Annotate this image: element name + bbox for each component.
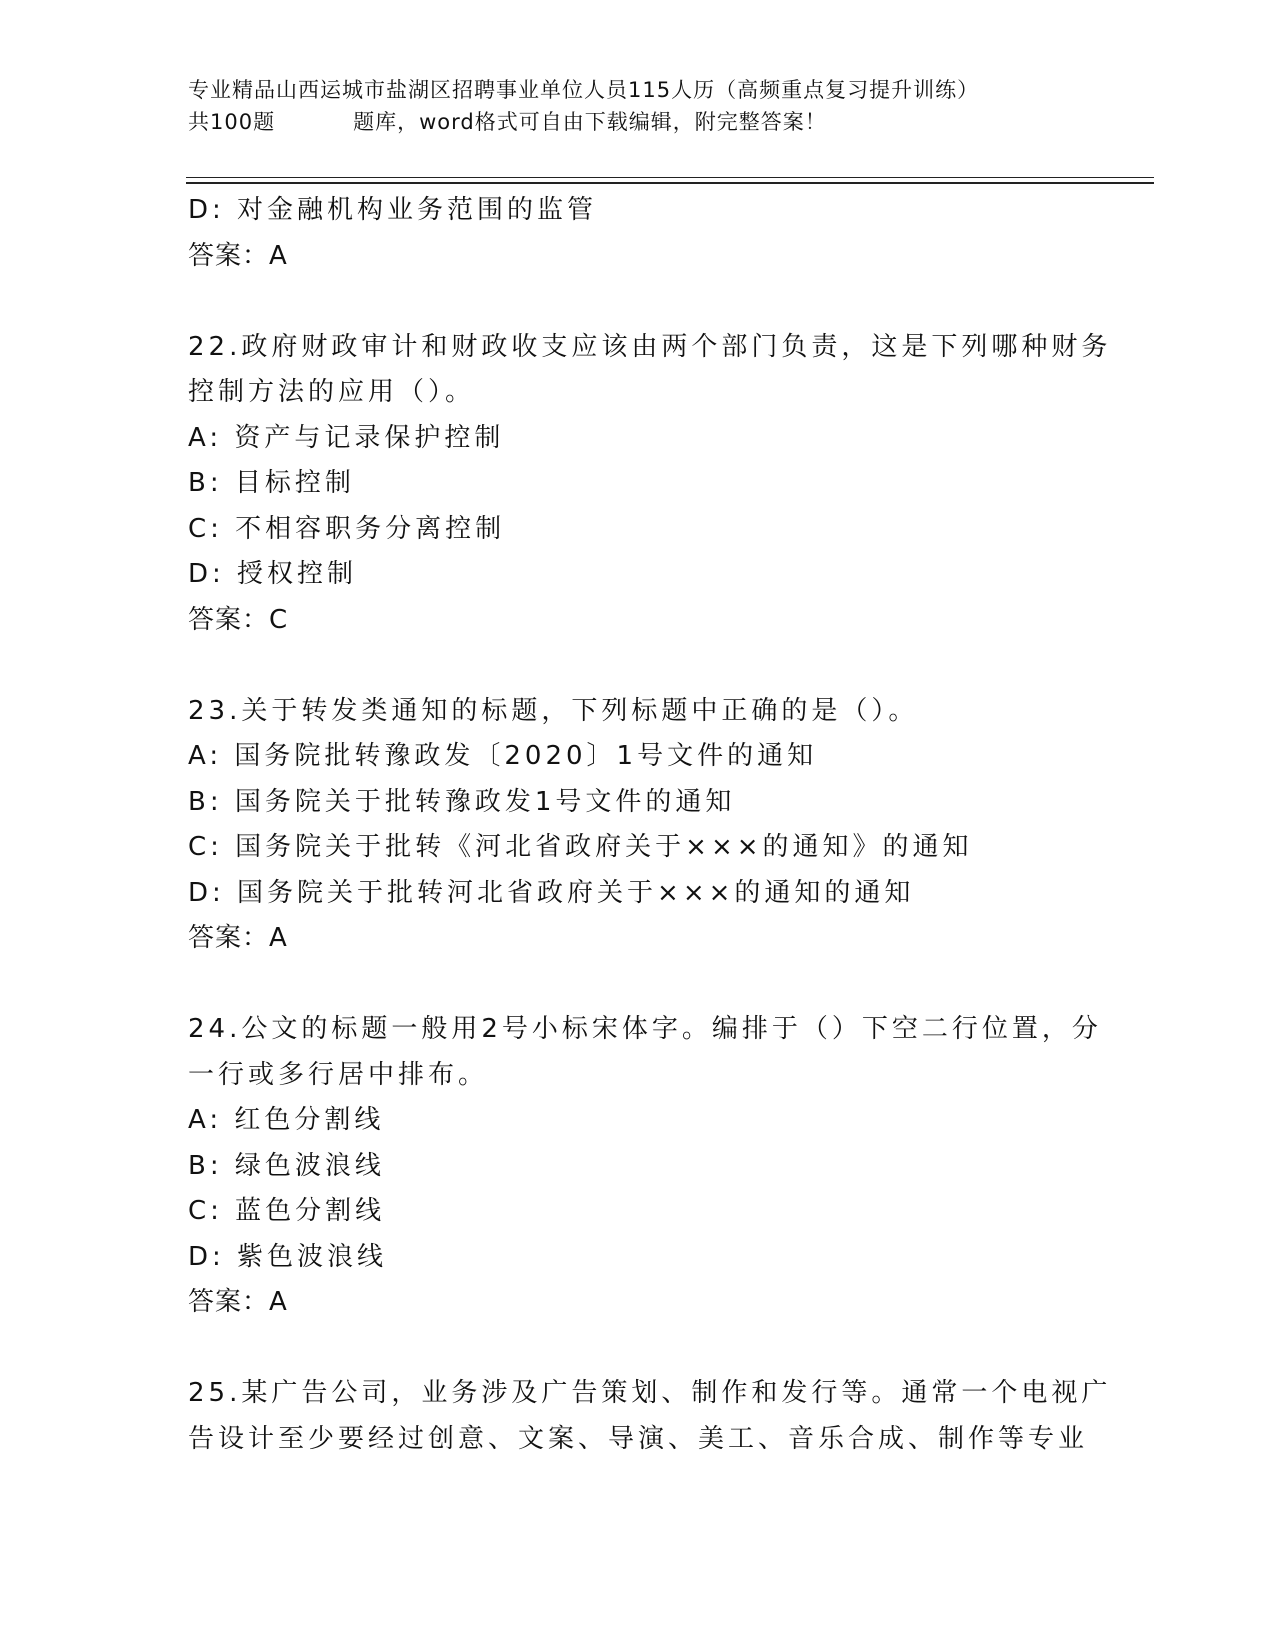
spacer — [188, 1326, 1088, 1372]
page-header — [188, 74, 1088, 138]
prev-question-option-d: D: 对金融机构业务范围的监管 — [188, 195, 598, 225]
question-24 — [188, 1007, 1102, 1326]
question-list — [188, 188, 1112, 1462]
spacer — [188, 279, 1088, 325]
header-description: 题库，word格式可自由下载编辑，附完整答案！ — [353, 110, 827, 134]
option-a: A: 资产与记录保护控制 — [188, 422, 505, 453]
header-divider-thick — [186, 182, 1154, 184]
question-stem: 23.关于转发类通知的标题，下列标题中正确的是（）。 — [188, 695, 919, 726]
question-stem: 25.某广告公司，业务涉及广告策划、制作和发行等。通常一个电视广 — [188, 1378, 1112, 1408]
option-a: A: 国务院批转豫政发〔2020〕1号文件的通知 — [188, 741, 818, 771]
option-d: D: 紫色波浪线 — [188, 1241, 388, 1272]
answer: 答案：A — [188, 923, 288, 953]
question-stem-cont: 告设计至少要经过创意、文案、导演、美工、音乐合成、制作等专业 — [188, 1423, 1089, 1454]
header-title-line: 专业精品山西运城市盐湖区招聘事业单位人员115人历（高频重点复习提升训练） — [188, 78, 980, 102]
header-divider-thin — [186, 177, 1154, 178]
option-b: B: 绿色波浪线 — [188, 1150, 385, 1181]
header-question-count: 共100题 — [188, 110, 276, 134]
question-stem-cont: 一行或多行居中排布。 — [188, 1059, 489, 1090]
option-c: C: 不相容职务分离控制 — [188, 513, 506, 544]
answer: 答案：A — [188, 1287, 288, 1317]
question-22 — [188, 325, 1112, 644]
option-b: B: 国务院关于批转豫政发1号文件的通知 — [188, 786, 736, 817]
option-a: A: 红色分割线 — [188, 1105, 385, 1135]
question-stem-cont: 控制方法的应用（）。 — [188, 377, 476, 407]
option-d: D: 授权控制 — [188, 559, 358, 589]
option-d: D: 国务院关于批转河北省政府关于×××的通知的通知 — [188, 877, 915, 908]
option-c: C: 国务院关于批转《河北省政府关于×××的通知》的通知 — [188, 832, 973, 862]
prev-question-answer: 答案：A — [188, 240, 288, 271]
spacer — [188, 643, 1088, 689]
answer: 答案：C — [188, 604, 289, 635]
option-b: B: 目标控制 — [188, 468, 355, 498]
spacer — [188, 962, 1088, 1008]
question-stem: 22.政府财政审计和财政收支应该由两个部门负责，这是下列哪种财务 — [188, 331, 1112, 362]
question-23 — [188, 689, 1088, 962]
header-subtitle-line — [188, 106, 1088, 138]
option-c: C: 蓝色分割线 — [188, 1196, 386, 1226]
question-stem: 24.公文的标题一般用2号小标宋体字。编排于（）下空二行位置，分 — [188, 1014, 1102, 1044]
question-25 — [188, 1371, 1112, 1462]
